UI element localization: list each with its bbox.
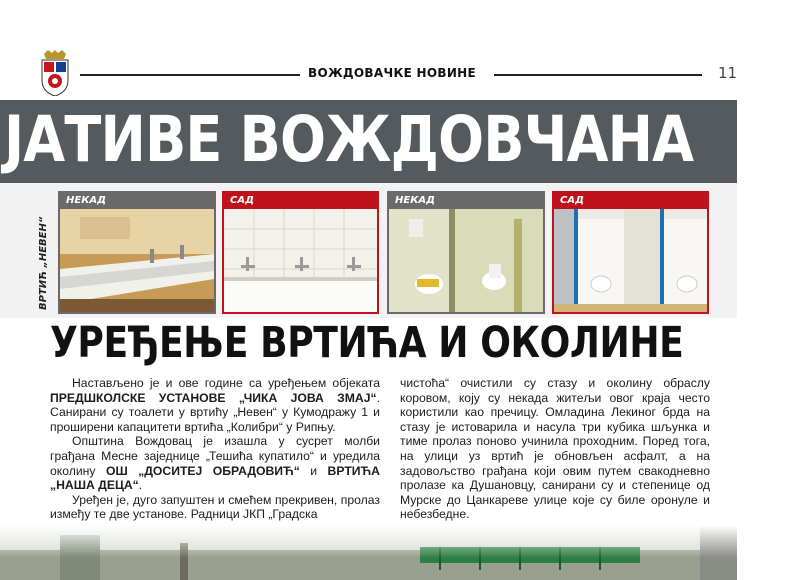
header-rule-right [494,74,702,76]
article-column-1 [50,376,380,522]
pathway-image [0,525,737,580]
publication-name: ВОЖДОВАЧКЕ НОВИНЕ [308,66,477,80]
new-toilet-image [554,209,707,312]
photo-tag: САД [554,193,707,209]
old-toilet-image [389,209,543,312]
photo-tag: САД [224,193,377,209]
kindergarten-label: ВРТИЋ „НЕВЕН“ [38,216,49,310]
bottom-photo [0,525,737,580]
article-paragraph-1: Настављено је и ове године са уређењем објеката ПРЕДШКОЛСКЕ УСТАНОВЕ „ЧИКА ЈОВА ЗМАЈ“. Санирани су тоалети у вртићу „Невен“ у Кумодражу 1 и проширени капацитети вртића „Колибри“ у Рипњу. [50,376,380,434]
page-number: 11 [718,64,738,82]
emphasis: ВРТИЋА „НАША ДЕЦА“ [50,463,380,493]
photo-tag: НЕКАД [60,193,214,209]
photo-before-washroom [58,191,216,314]
headline: ЈАТИВЕ ВОЖДОВЧАНА [4,103,694,176]
photo-before-toilet [387,191,545,314]
photo-tag: НЕКАД [389,193,543,209]
article-paragraph-3: Уређен је, дуго запуштен и смећем прекривен, пролаз између те две установе. Радници ЈКП „Градска [50,492,380,522]
article-paragraph-2: Општина Вождовац је изашла у сусрет молби грађана Месне заједнице „Тешића купатило“ и уредила околину ОШ „ДОСИТЕЈ ОБРАДОВИЋ“ и ВРТИЋА „НАША ДЕЦА“. [50,434,380,493]
photo-after-toilet [552,191,709,314]
municipality-crest-icon [40,50,70,96]
header-rule-left [80,74,300,76]
article-paragraph-continued: чистоћа“ очистили су стазу и околину обраслу коровом, коју су некада житељи овог краја често користили као пречицу. Омладина Лекиног брда на стазу је истоварила и насула три кубика шљунка и тиме пролаз поново учинила проходним. Поред тога, на улици уз вртић је обновљен асфалт, а на задовољство грађана који овим путем свакодневно пролазе ка Душановцу, санирани су и степенице од Мурске до Цанкареве улице које су биле оронуле и небезбедне. [400,376,710,522]
emphasis: ПРЕДШКОЛСКЕ УСТАНОВЕ „ЧИКА ЈОВА ЗМАЈ“ [50,390,377,405]
headline-band [0,100,737,183]
old-washroom-image [60,209,214,312]
new-washroom-image [224,209,377,312]
article-column-2 [400,376,710,522]
photo-after-washroom [222,191,379,314]
article-title: УРЕЂЕЊЕ ВРТИЋА И ОКОЛИНЕ [50,318,684,368]
emphasis: ОШ „ДОСИТЕЈ ОБРАДОВИЋ“ [105,463,300,478]
